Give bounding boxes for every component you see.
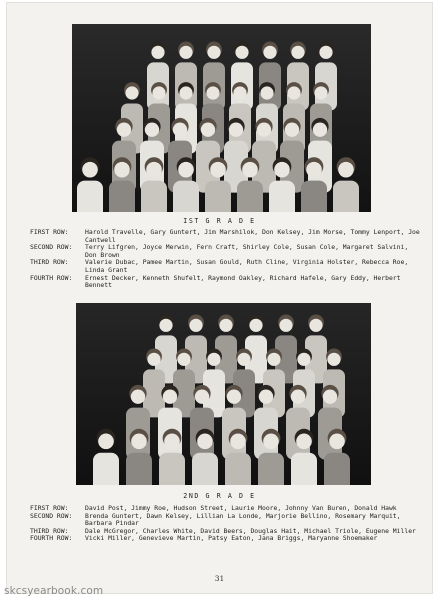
child-face bbox=[257, 122, 271, 136]
child-face bbox=[323, 389, 337, 403]
child-face bbox=[259, 389, 273, 403]
child-face bbox=[237, 353, 250, 366]
child-figure bbox=[205, 181, 231, 212]
child-figure bbox=[77, 181, 103, 212]
child-face bbox=[219, 319, 232, 332]
child-face bbox=[179, 46, 192, 59]
child-face bbox=[297, 353, 310, 366]
child-face bbox=[131, 389, 145, 403]
child-figure bbox=[159, 453, 185, 485]
row-label: SECOND ROW: bbox=[30, 511, 73, 520]
row-names: David Post, Jimmy Roe, Hudson Street, Laurie Moore, Johnny Van Buren, Donald Hawk bbox=[85, 504, 397, 512]
child-face bbox=[242, 162, 258, 178]
child-face bbox=[306, 162, 322, 178]
child-face bbox=[163, 389, 177, 403]
child-face bbox=[309, 319, 322, 332]
child-face bbox=[327, 353, 340, 366]
child-face bbox=[263, 46, 276, 59]
child-face bbox=[338, 162, 354, 178]
row-third bbox=[30, 259, 422, 274]
row-first bbox=[30, 229, 422, 244]
child-face bbox=[207, 46, 220, 59]
row-names: Harold Travelle, Gary Guntert, Jim Marshilok, Don Kelsey, Jim Morse, Tommy Lenport, Joe Cantwell bbox=[85, 228, 420, 244]
row-label: FIRST ROW: bbox=[30, 504, 69, 512]
child-figure bbox=[333, 181, 359, 212]
child-face bbox=[279, 319, 292, 332]
row-names: Terry Lifgren, Joyce Merwin, Fern Craft, Shirley Cole, Susan Cole, Margaret Salvini, Don Brown bbox=[85, 243, 409, 259]
child-face bbox=[114, 162, 130, 178]
child-figure bbox=[93, 453, 119, 485]
child-face bbox=[173, 122, 187, 136]
row-names: Valerie Dubac, Pamee Martin, Susan Gould, Ruth Cline, Virginia Holster, Rebecca Roe, Linda Grant bbox=[85, 258, 409, 274]
child-figure bbox=[291, 453, 317, 485]
child-figure bbox=[109, 181, 135, 212]
child-face bbox=[179, 86, 192, 99]
row-fourth bbox=[30, 535, 422, 543]
child-face bbox=[145, 122, 159, 136]
child-face bbox=[151, 46, 164, 59]
child-figure bbox=[126, 453, 152, 485]
row-second bbox=[30, 244, 422, 259]
child-face bbox=[152, 86, 165, 99]
row-label: SECOND ROW: bbox=[30, 243, 73, 252]
row-label: FIRST ROW: bbox=[30, 228, 69, 236]
child-face bbox=[146, 162, 162, 178]
child-face bbox=[263, 434, 279, 450]
child-face bbox=[296, 434, 312, 450]
child-face bbox=[159, 319, 172, 332]
child-face bbox=[164, 434, 180, 450]
child-figure bbox=[173, 181, 199, 212]
row-label: THIRD ROW: bbox=[30, 526, 69, 535]
yearbook-page bbox=[6, 2, 433, 594]
photo-illustration bbox=[72, 24, 371, 212]
row-label: THIRD ROW: bbox=[30, 258, 69, 267]
child-face bbox=[274, 162, 290, 178]
child-figure bbox=[192, 453, 218, 485]
watermark-text: skcsyearbook.com bbox=[4, 585, 104, 597]
caption-2nd-grade: 2ND G R A D E bbox=[183, 492, 256, 500]
child-figure bbox=[225, 453, 251, 485]
child-face bbox=[314, 86, 327, 99]
child-face bbox=[197, 434, 213, 450]
page-number: 31 bbox=[214, 574, 225, 583]
class-photo-2nd-grade bbox=[76, 303, 371, 485]
child-face bbox=[260, 86, 273, 99]
child-face bbox=[125, 86, 138, 99]
names-1st-grade bbox=[30, 229, 422, 290]
caption-1st-grade: IST G R A D E bbox=[183, 217, 256, 225]
child-face bbox=[229, 122, 243, 136]
row-names: Vicki Miller, Genevieve Martin, Patsy Eaton, Jana Briggs, Maryanne Shoemaker bbox=[85, 534, 378, 543]
child-face bbox=[329, 434, 345, 450]
child-face bbox=[313, 122, 327, 136]
child-face bbox=[82, 162, 98, 178]
row-label: FOURTH ROW: bbox=[30, 534, 73, 543]
child-figure bbox=[324, 453, 350, 485]
child-face bbox=[189, 319, 202, 332]
child-face bbox=[291, 389, 305, 403]
child-face bbox=[291, 46, 304, 59]
row-label: FOURTH ROW: bbox=[30, 273, 73, 282]
child-face bbox=[195, 389, 209, 403]
child-face bbox=[230, 434, 246, 450]
row-names: Dale McGregor, Charles White, David Beers, Douglas Hait, Michael Triole, Eugene Miller bbox=[85, 526, 416, 535]
child-face bbox=[207, 353, 220, 366]
child-face bbox=[98, 434, 114, 450]
child-figure bbox=[258, 453, 284, 485]
child-face bbox=[210, 162, 226, 178]
row-fourth bbox=[30, 275, 422, 290]
child-face bbox=[178, 162, 194, 178]
child-face bbox=[117, 122, 131, 136]
child-face bbox=[147, 353, 160, 366]
child-face bbox=[227, 389, 241, 403]
child-face bbox=[177, 353, 190, 366]
child-face bbox=[267, 353, 280, 366]
child-face bbox=[235, 46, 248, 59]
child-figure bbox=[237, 181, 263, 212]
child-figure bbox=[301, 181, 327, 212]
child-face bbox=[206, 86, 219, 99]
photo-illustration bbox=[76, 303, 371, 485]
child-figure bbox=[141, 181, 167, 212]
child-face bbox=[131, 434, 147, 450]
child-face bbox=[287, 86, 300, 99]
class-photo-1st-grade bbox=[72, 24, 371, 212]
row-names: Ernest Decker, Kenneth Shufelt, Raymond Oakley, Richard Hafele, Gary Eddy, Herbert Bennett bbox=[85, 273, 401, 290]
child-face bbox=[201, 122, 215, 136]
child-face bbox=[233, 86, 246, 99]
child-figure bbox=[269, 181, 295, 212]
child-face bbox=[249, 319, 262, 332]
child-face bbox=[319, 46, 332, 59]
row-names: Brenda Guntert, Dawn Kelsey, Lillian La Londe, Marjorie Bellino, Rosemary Marquit, Barbara Pindar bbox=[85, 511, 401, 528]
child-face bbox=[285, 122, 299, 136]
names-2nd-grade bbox=[30, 505, 422, 543]
row-second bbox=[30, 513, 422, 528]
